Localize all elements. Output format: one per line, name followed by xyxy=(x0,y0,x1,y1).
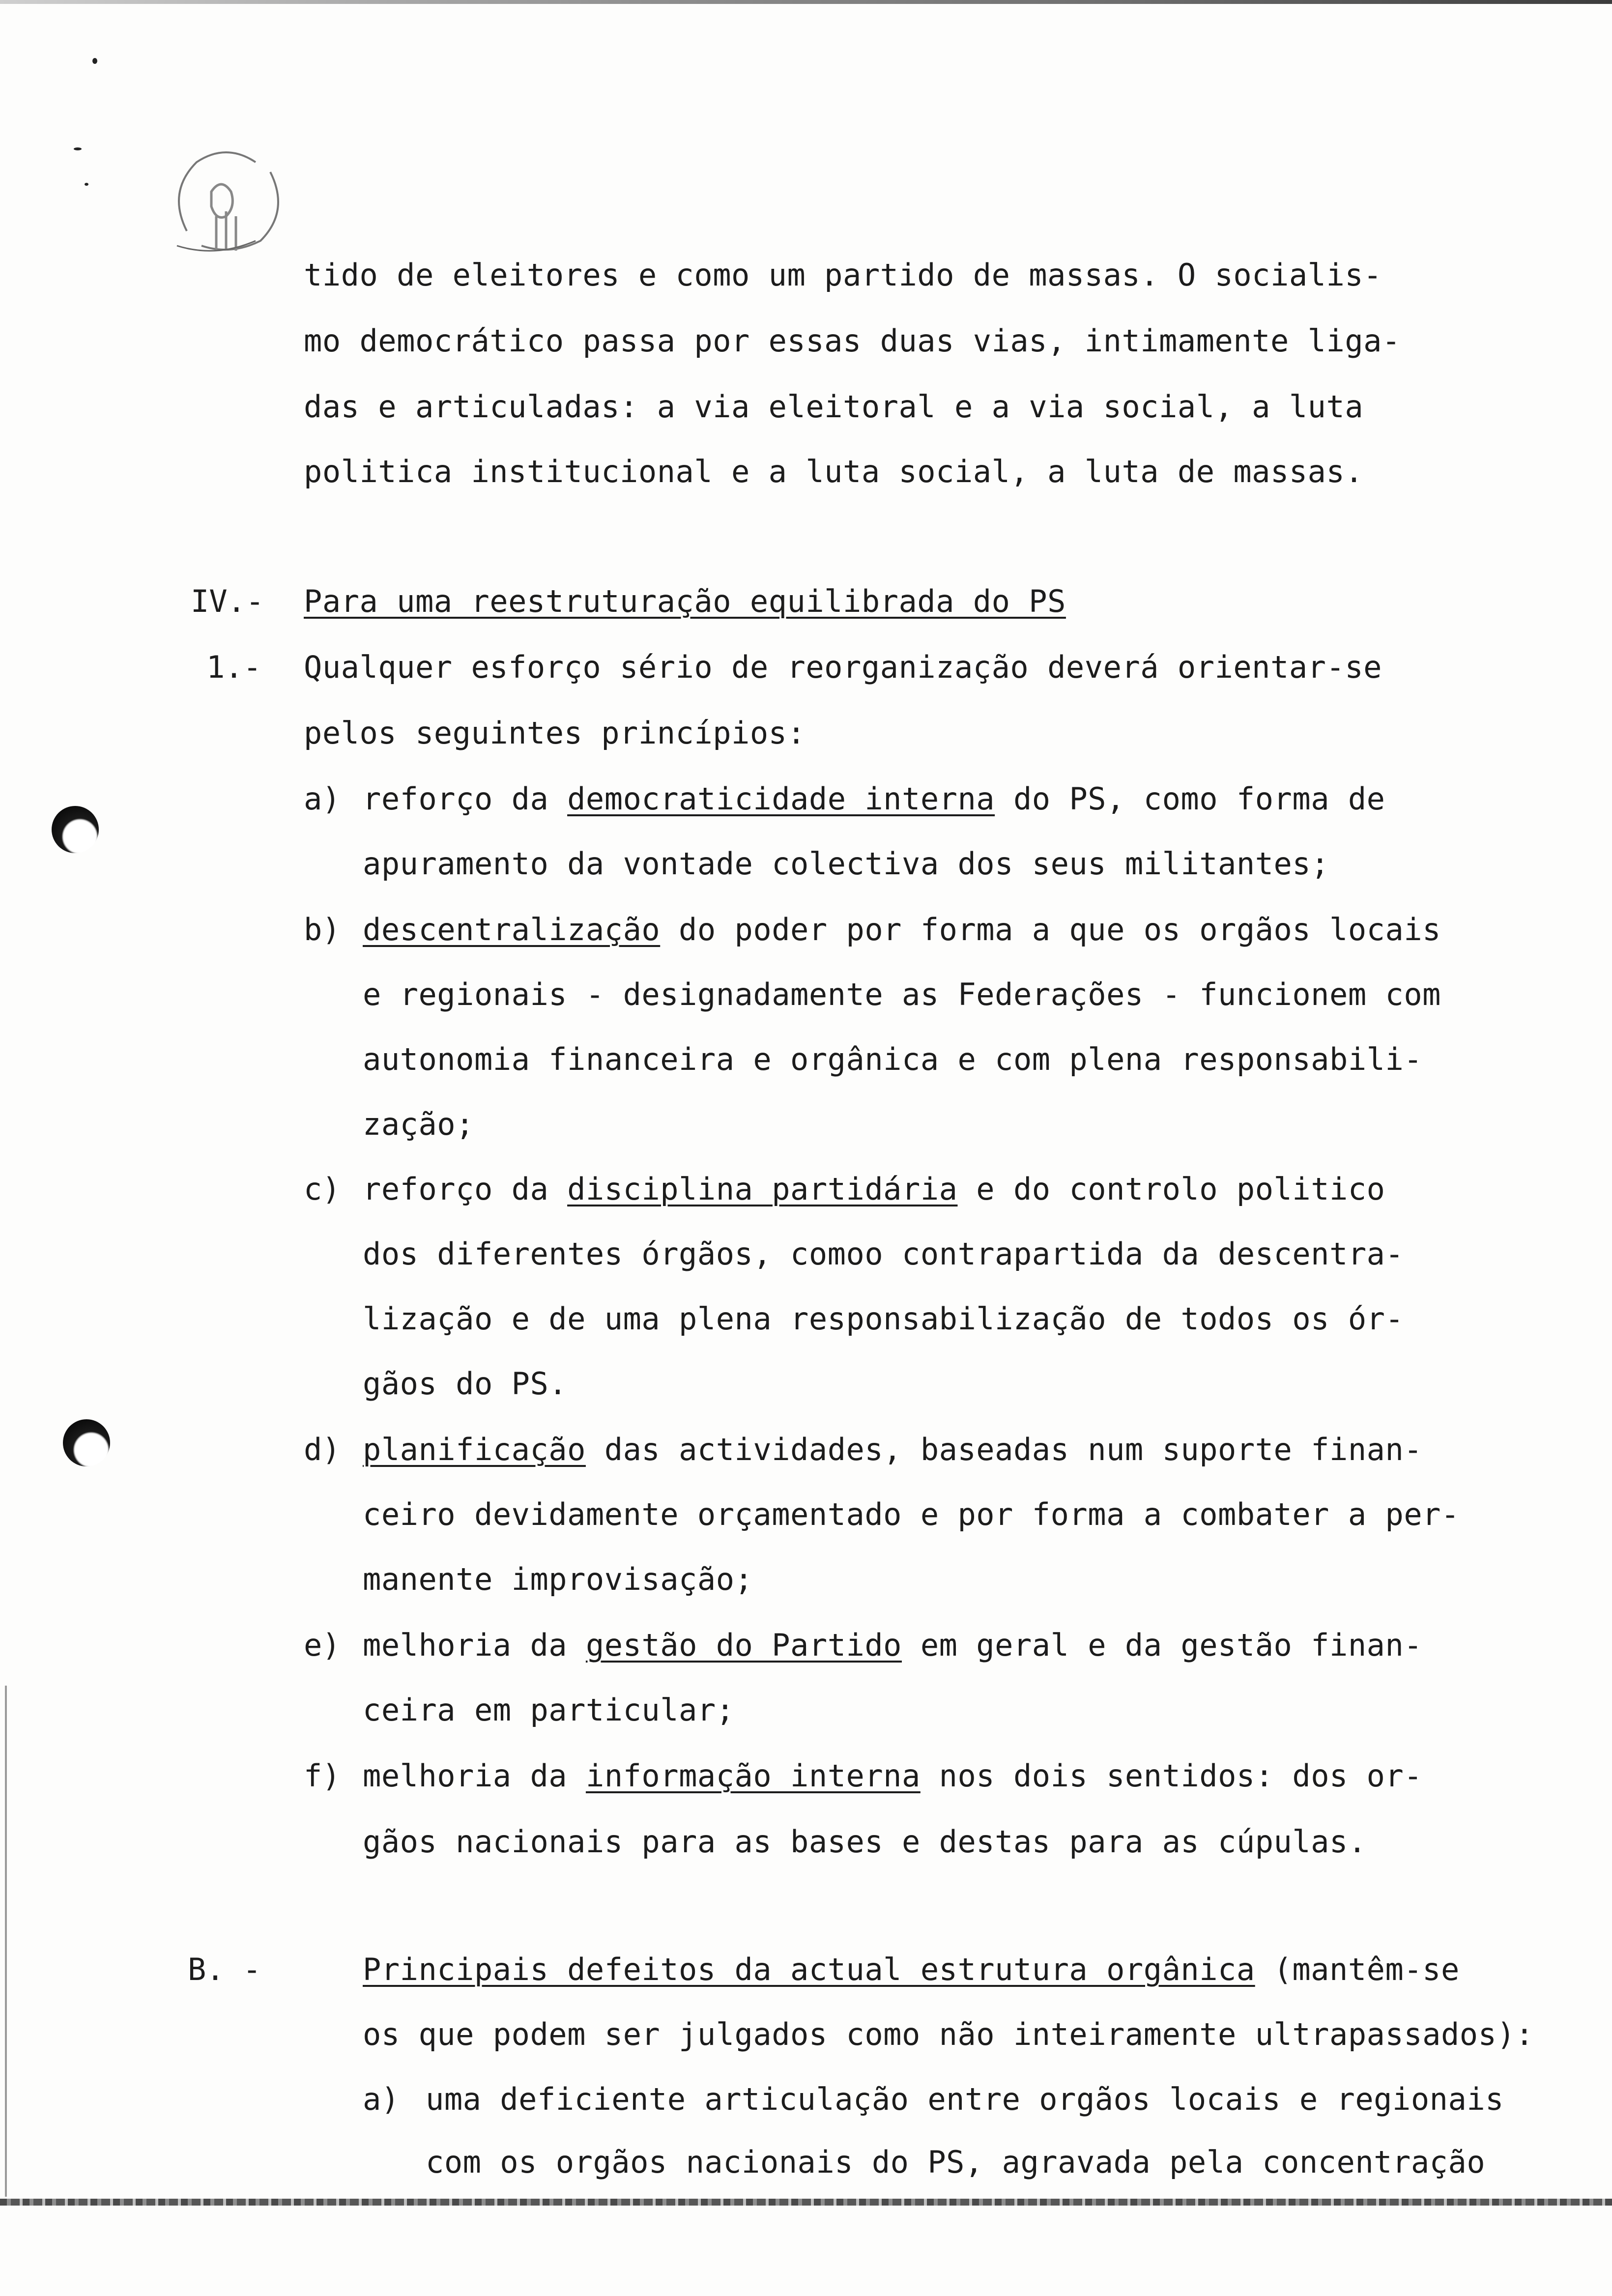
text-run: em geral e da gestão finan- xyxy=(902,1627,1423,1663)
list-item-first-line xyxy=(363,1430,1422,1469)
list-item-label: b) xyxy=(304,912,341,947)
underlined-term: Principais defeitos da actual estrutura orgânica xyxy=(363,1952,1255,1987)
text-run: das actividades, baseadas num suporte finan- xyxy=(585,1432,1423,1467)
text-run: reforço da xyxy=(363,781,568,817)
list-item-line: dos diferentes órgãos, comoo contrapartida da descentra- xyxy=(363,1236,1404,1272)
intro-line: tido de eleitores e como um partido de massas. O socialis- xyxy=(304,257,1382,293)
text-run: reforço da xyxy=(363,1171,568,1207)
list-item-line: com os orgãos nacionais do PS, agravada pela concentração xyxy=(426,2144,1486,2180)
text-run: nos dois sentidos: dos or- xyxy=(920,1758,1423,1794)
text-run: do poder por forma a que os orgãos locais xyxy=(660,912,1441,947)
list-item-line: e regionais - designadamente as Federações - funcionem com xyxy=(363,976,1441,1012)
section-title-line: os que podem ser julgados como não inteiramente ultrapassados): xyxy=(363,2016,1534,2052)
list-item-first-line xyxy=(363,1170,1385,1209)
intro-line: das e articuladas: a via eleitoral e a via social, a luta xyxy=(304,389,1364,425)
underlined-term: descentralização xyxy=(363,912,661,947)
point-line: pelos seguintes princípios: xyxy=(304,715,806,751)
punch-hole-top xyxy=(52,806,99,853)
point-label: 1.- xyxy=(206,649,261,685)
scan-edge-left xyxy=(5,1686,7,2197)
text-run: melhoria da xyxy=(363,1758,586,1794)
scan-edge-top xyxy=(0,0,1612,4)
list-item-line: apuramento da vontade colectiva dos seus militantes; xyxy=(363,846,1330,882)
underlined-term: informação interna xyxy=(585,1758,921,1794)
list-item-line: uma deficiente articulação entre orgãos locais e regionais xyxy=(426,2081,1504,2117)
text-run: melhoria da xyxy=(363,1627,586,1663)
list-item-line: lização e de uma plena responsabilização de todos os ór- xyxy=(363,1301,1404,1337)
section-label: B. - xyxy=(188,1952,261,1987)
list-item-label: f) xyxy=(304,1758,341,1794)
list-item-first-line xyxy=(363,1756,1422,1796)
list-item-first-line xyxy=(363,910,1441,949)
section-title xyxy=(363,1950,1460,1989)
intro-line: politica institucional e a luta social, a luta de massas. xyxy=(304,454,1364,489)
list-item-line: manente improvisação; xyxy=(363,1561,753,1597)
archive-stamp-icon xyxy=(157,133,295,260)
underlined-term: democraticidade interna xyxy=(567,781,995,817)
scan-edge-bottom xyxy=(0,2199,1612,2206)
list-item-line: autonomia financeira e orgânica e com plena responsabili- xyxy=(363,1041,1423,1077)
section-label: IV.- xyxy=(191,583,264,619)
intro-line: mo democrático passa por essas duas vias, intimamente liga- xyxy=(304,323,1401,359)
point-line: Qualquer esforço sério de reorganização deverá orientar-se xyxy=(304,649,1382,685)
punch-hole-bottom xyxy=(63,1419,110,1466)
text-run: (mantêm-se xyxy=(1255,1952,1460,1987)
underlined-term: disciplina partidária xyxy=(567,1171,958,1207)
list-item-line: gãos nacionais para as bases e destas para as cúpulas. xyxy=(363,1824,1367,1860)
list-item-label: a) xyxy=(304,781,341,817)
list-item-label: a) xyxy=(363,2081,400,2117)
speck-2 xyxy=(74,147,82,150)
list-item-label: d) xyxy=(304,1432,341,1467)
text-run: do PS, como forma de xyxy=(995,781,1385,817)
underlined-term: gestão do Partido xyxy=(585,1627,902,1663)
list-item-first-line xyxy=(363,779,1385,819)
text-run: e do controlo politico xyxy=(957,1171,1385,1207)
list-item-label: c) xyxy=(304,1171,341,1207)
list-item-line: gãos do PS. xyxy=(363,1366,568,1402)
list-item-first-line xyxy=(363,1626,1422,1665)
list-item-label: e) xyxy=(304,1627,341,1663)
speck-1 xyxy=(92,58,97,64)
list-item-line: zação; xyxy=(363,1106,474,1142)
section-title: Para uma reestruturação equilibrada do PS xyxy=(304,583,1066,619)
speck-3 xyxy=(85,183,88,186)
underlined-term: planificação xyxy=(363,1432,586,1467)
list-item-line: ceira em particular; xyxy=(363,1692,735,1728)
list-item-line: ceiro devidamente orçamentado e por forma a combater a per- xyxy=(363,1496,1460,1532)
